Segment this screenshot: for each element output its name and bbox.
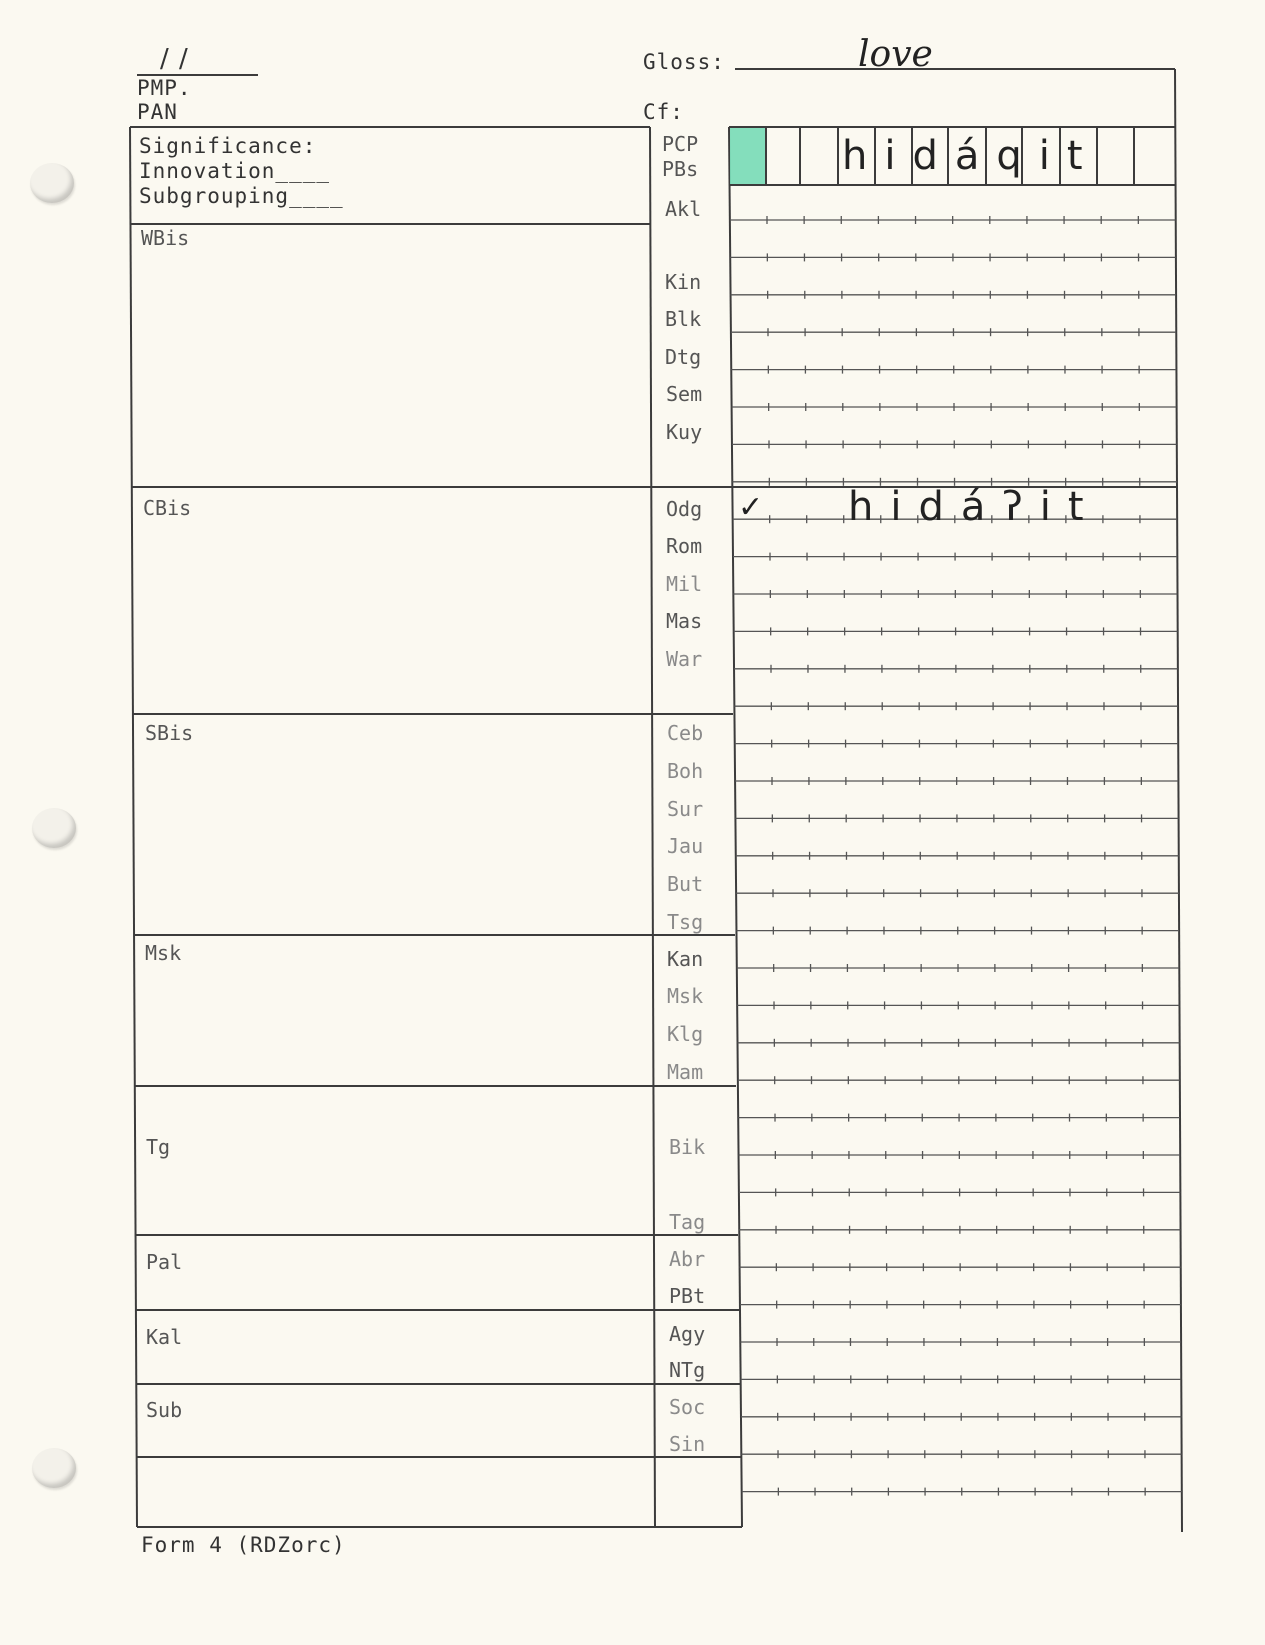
- section-label-kal: Kal: [146, 1325, 183, 1349]
- lang-label-agy: Agy: [669, 1322, 706, 1346]
- lang-label-pbt: PBt: [669, 1284, 706, 1308]
- lang-label-msk: Msk: [667, 984, 704, 1008]
- lang-label-mam: Mam: [667, 1060, 704, 1084]
- lang-label-but: But: [667, 872, 704, 896]
- section-label-wbis: WBis: [141, 226, 190, 250]
- lang-label-soc: Soc: [669, 1395, 706, 1419]
- lang-label-jau: Jau: [667, 834, 704, 858]
- pcp-reconstructed-form: hidáqit: [842, 133, 1100, 179]
- odg-check-mark: ✓: [738, 490, 764, 525]
- section-label-sub: Sub: [146, 1398, 183, 1422]
- lang-label-rom: Rom: [666, 534, 703, 558]
- lang-label-pbs: PBs: [662, 157, 699, 181]
- section-label-msk: Msk: [145, 941, 182, 965]
- lang-label-dtg: Dtg: [665, 345, 702, 369]
- gloss-value: love: [858, 34, 933, 75]
- lang-label-klg: Klg: [667, 1022, 704, 1046]
- lang-label-odg: Odg: [666, 497, 703, 521]
- lang-label-war: War: [666, 647, 703, 671]
- lang-label-bik: Bik: [669, 1135, 706, 1159]
- section-label-sbis: SBis: [145, 721, 194, 745]
- lang-label-mas: Mas: [666, 609, 703, 633]
- highlight-marker: [730, 128, 765, 184]
- cf-label: Cf:: [643, 100, 684, 124]
- odg-form: hidáʔit: [848, 484, 1101, 530]
- lang-label-pcp: PCP: [662, 132, 699, 156]
- lang-label-sem: Sem: [666, 382, 703, 406]
- gloss-label: Gloss:: [643, 50, 725, 74]
- lang-label-akl: Akl: [665, 197, 702, 221]
- lang-label-ntg: NTg: [669, 1358, 706, 1382]
- lang-label-blk: Blk: [665, 307, 702, 331]
- lang-label-mil: Mil: [666, 572, 703, 596]
- section-label-tg: Tg: [146, 1135, 171, 1159]
- lang-label-kuy: Kuy: [666, 420, 703, 444]
- lang-label-ceb: Ceb: [667, 721, 704, 745]
- ruled-writing-lines: [730, 216, 1182, 1496]
- date-mark: / /: [160, 44, 189, 74]
- form-footer: Form 4 (RDZorc): [141, 1533, 346, 1557]
- significance-title: Significance:: [139, 134, 317, 158]
- pmp-label: PMP.: [137, 76, 192, 100]
- lang-label-kan: Kan: [667, 947, 704, 971]
- section-label-cbis: CBis: [143, 496, 192, 520]
- subgrouping-field: Subgrouping____: [139, 184, 344, 208]
- lang-label-sin: Sin: [669, 1432, 706, 1456]
- section-label-pal: Pal: [146, 1250, 183, 1274]
- lang-label-boh: Boh: [667, 759, 704, 783]
- innovation-field: Innovation____: [139, 159, 331, 183]
- lang-label-tag: Tag: [669, 1210, 706, 1234]
- lang-label-kin: Kin: [665, 270, 702, 294]
- lang-label-sur: Sur: [667, 797, 704, 821]
- lang-label-tsg: Tsg: [667, 910, 704, 934]
- lang-label-abr: Abr: [669, 1247, 706, 1271]
- pan-label: PAN: [137, 100, 178, 124]
